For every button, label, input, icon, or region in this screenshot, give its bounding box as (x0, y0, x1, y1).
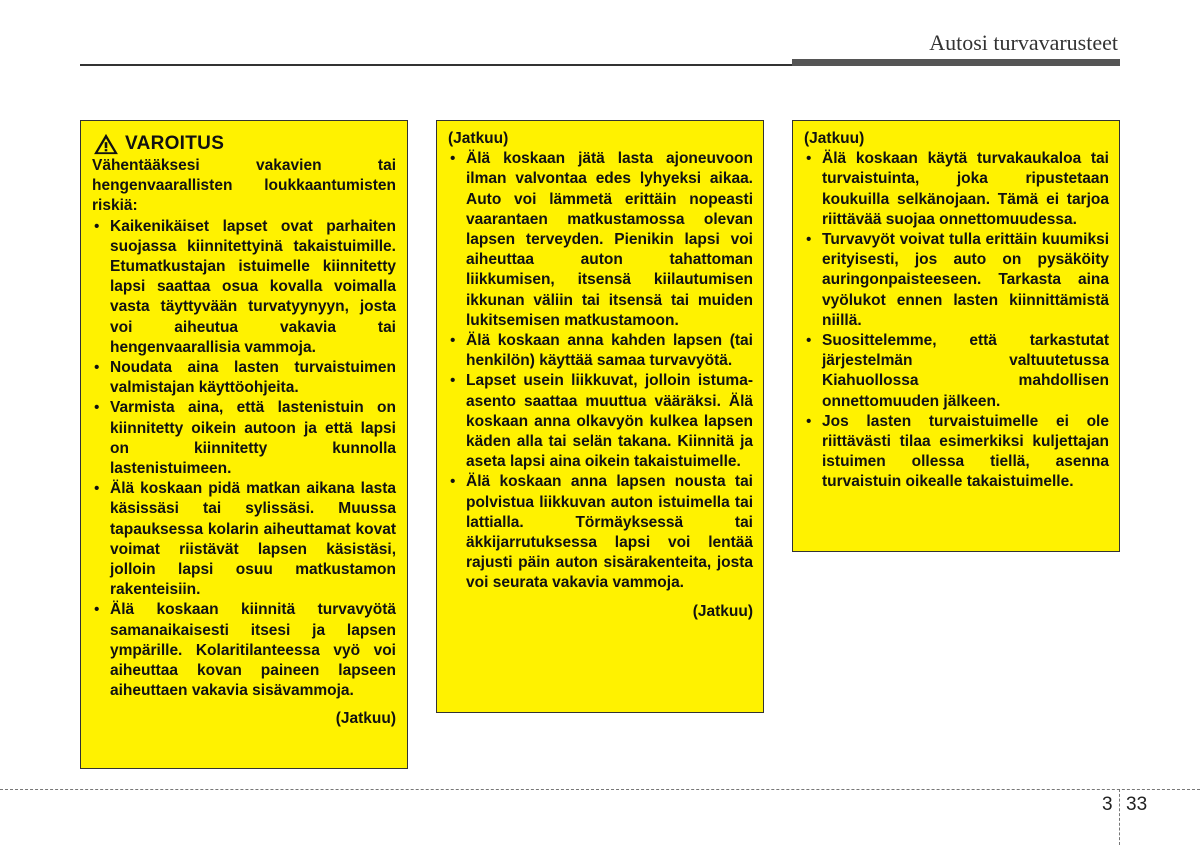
continued-label-bottom: (Jatkuu) (692, 602, 753, 620)
warning-box-3 (792, 120, 1120, 552)
list-item: • Älä koskaan käytä turvakaukaloa tai turvaistuinta, joka ripustetaan koukuilla selkänojaan. Tämä ei tarjoa riittävää suojaa onnettomuudessa. (804, 149, 1109, 230)
header-rule-thin (80, 64, 792, 66)
warning-title: VAROITUS (125, 132, 225, 154)
list-item: • Suosittelemme, että tarkastutat järjestelmän valtuutetussa Kiahuollossa mahdollisen onnettomuuden jälkeen. (804, 331, 1109, 412)
list-item: • Lapset usein liikkuvat, jolloin istuma-asento saattaa muuttua vääräksi. Älä koskaan anna olkavyön kulkea lapsen käden alla tai selän takana. Kiinnitä ja aseta lapsi aina oikein takaistuimelle. (448, 371, 753, 472)
continued-label: (Jatkuu) (335, 710, 396, 728)
continued-label-top: (Jatkuu) (804, 130, 865, 147)
header-rule-thick (792, 59, 1120, 66)
warning-header (92, 133, 396, 155)
warning-box-1 (80, 120, 408, 769)
warning-list-1 (92, 217, 396, 702)
continued-label-top: (Jatkuu) (448, 130, 509, 147)
footer-dashed-rule (0, 789, 1200, 790)
warning-triangle-icon (92, 133, 120, 155)
list-item: • Jos lasten turvaistuimelle ei ole riittävästi tilaa esimerkiksi kuljettajan istuimen ollessa tiellä, asenna turvaistuin oikealle takaistuimelle. (804, 412, 1109, 493)
list-item: • Älä koskaan kiinnitä turvavyötä samanaikaisesti itsesi ja lapsen ympärille. Kolaritilanteessa vyö voi aiheuttaa kovan paineen lapseen aiheuttaen vakavia sisävammoja. (92, 600, 396, 701)
page-header-title: Autosi turvavarusteet (929, 30, 1118, 55)
chapter-number: 3 (1102, 794, 1113, 815)
list-item: • Noudata aina lasten turvaistuimen valmistajan käyttöohjeita. (92, 358, 396, 398)
warning-list-3 (804, 149, 1109, 492)
warning-list-2 (448, 149, 753, 593)
list-item: • Varmista aina, että lastenistuin on kiinnitetty oikein autoon ja että lapsi on kiinnitetty kunnolla lastenistuimeen. (92, 398, 396, 479)
list-item: • Kaikenikäiset lapset ovat parhaiten suojassa kiinnitettyinä takaistuimille. Etumatkustajan istuimelle kiinnitetty lapsi saattaa osua kovalla voimalla vasta täyttyvään turvatyynyyn, josta voi aiheutua vakavia tai hengenvaarallisia vammoja. (92, 217, 396, 358)
footer-dashed-divider (1119, 789, 1120, 845)
list-item: • Älä koskaan anna kahden lapsen (tai henkilön) käyttää samaa turvavyötä. (448, 331, 753, 371)
warning-intro: Vähentääksesi vakavien tai hengenvaarallisten loukkaantumisten riskiä: (92, 157, 396, 215)
list-item: • Turvavyöt voivat tulla erittäin kuumiksi erityisesti, jos auto on pysäköity auringonpaisteeseen. Tarkasta aina vyölukot ennen lasten kiinnittämistä niillä. (804, 230, 1109, 331)
page-number: 33 (1126, 794, 1148, 815)
warning-box-2 (436, 120, 764, 713)
list-item: • Älä koskaan jätä lasta ajoneuvoon ilman valvontaa edes lyhyeksi aikaa. Auto voi lämmetä erittäin nopeasti vaarantaen matkustamossa olevan lapsen terveyden. Pienikin lapsi voi aiheuttaa auton tahattoman liikkumisen, itsensä kiilautumisen ikkunan väliin tai itsensä tai muiden lukitsemisen matkustamoon. (448, 149, 753, 331)
list-item: • Älä koskaan anna lapsen nousta tai polvistua liikkuvan auton istuimella tai lattialla. Törmäyksessä tai äkkijarrutuksessa lapsi voi lentää rajusti päin auton sisärakenteita, josta voi seurata vakavia vammoja. (448, 472, 753, 593)
list-item: • Älä koskaan pidä matkan aikana lasta käsissäsi tai sylissäsi. Muussa tapauksessa kolarin aiheuttamat kovat voimat riistävät lapsen käsistäsi, jolloin lapsi osuu matkustamon rakenteisiin. (92, 479, 396, 600)
